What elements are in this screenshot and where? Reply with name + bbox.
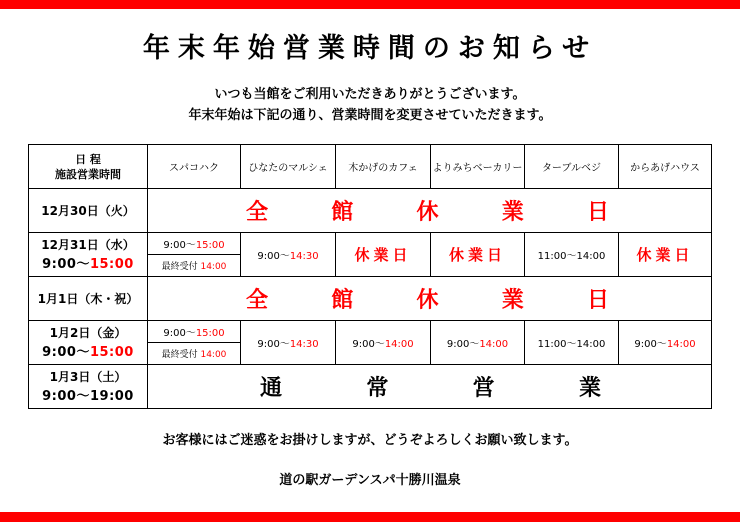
table-row-1231	[29, 233, 712, 255]
table-row-0101	[29, 277, 712, 321]
column-header-marche: ひなたのマルシェ	[241, 145, 336, 189]
facility-hours: 9:00～19:00	[42, 388, 134, 404]
normal-char: 常	[366, 376, 389, 401]
closed-char: 日	[586, 200, 609, 225]
date-cell: 1月1日（木・祝）	[29, 277, 148, 321]
header-corner	[29, 145, 148, 189]
table-row-0103	[29, 365, 712, 409]
header-row	[29, 145, 712, 189]
marche-hours: 9:00～14:30	[241, 233, 336, 277]
closed-char: 館	[331, 288, 354, 313]
table-row-1230	[29, 189, 712, 233]
closed-char: 業	[501, 288, 524, 313]
date-label: 12月31日（水）	[41, 237, 135, 252]
top-red-bar	[0, 0, 740, 9]
normal-char: 通	[260, 376, 283, 401]
all-closed-cell	[148, 189, 712, 233]
spa-last-entry: 最終受付 14:00	[148, 255, 241, 277]
date-cell	[29, 365, 148, 409]
table-row-0102	[29, 321, 712, 343]
header-date-label: 日 程	[75, 152, 101, 166]
vege-hours: 11:00～14:00	[525, 321, 619, 365]
karaage-hours: 9:00～14:00	[619, 321, 712, 365]
karaage-closed: 休業日	[619, 233, 712, 277]
date-cell: 12月30日（火）	[29, 189, 148, 233]
facility-hours: 9:00～15:00	[42, 344, 134, 360]
column-header-spa: スパコハク	[148, 145, 241, 189]
column-header-bakery: よりみちベーカリー	[431, 145, 525, 189]
date-label: 1月3日（土）	[49, 369, 127, 384]
intro-text	[0, 84, 740, 126]
bakery-closed: 休業日	[431, 233, 525, 277]
intro-line-1: いつも当館をご利用いただきありがとうございます。	[214, 87, 526, 102]
closed-char: 全	[246, 200, 269, 225]
all-closed-cell	[148, 277, 712, 321]
closed-char: 日	[586, 288, 609, 313]
column-header-vege: ターブルベジ	[525, 145, 619, 189]
marche-hours: 9:00～14:30	[241, 321, 336, 365]
intro-line-2: 年末年始は下記の通り、営業時間を変更させていただきます。	[188, 108, 552, 123]
closed-char: 休	[416, 288, 439, 313]
facility-hours: 9:00～15:00	[42, 256, 134, 272]
date-label: 1月2日（金）	[49, 325, 127, 340]
closing-message: お客様にはご迷惑をお掛けしますが、どうぞよろしくお願い致します。	[162, 433, 578, 448]
normal-char: 業	[578, 376, 601, 401]
closed-char: 休	[416, 200, 439, 225]
date-cell	[29, 321, 148, 365]
closed-char: 業	[501, 200, 524, 225]
date-cell	[29, 233, 148, 277]
page-title: 年末年始営業時間のお知らせ	[142, 33, 598, 64]
closed-char: 全	[246, 288, 269, 313]
spa-hours: 9:00～15:00	[148, 233, 241, 255]
station-name: 道の駅ガーデンスパ十勝川温泉	[279, 473, 461, 488]
vege-hours: 11:00～14:00	[525, 233, 619, 277]
schedule-table	[28, 144, 712, 409]
column-header-karaage: からあげハウス	[619, 145, 712, 189]
cafe-hours: 9:00～14:00	[336, 321, 431, 365]
normal-char: 営	[472, 376, 495, 401]
bakery-hours: 9:00～14:00	[431, 321, 525, 365]
column-header-cafe: 木かげのカフェ	[336, 145, 431, 189]
bottom-red-bar	[0, 512, 740, 522]
spa-last-entry: 最終受付 14:00	[148, 343, 241, 365]
closed-char: 館	[331, 200, 354, 225]
header-hours-label: 施設営業時間	[55, 167, 121, 181]
cafe-closed: 休業日	[336, 233, 431, 277]
spa-hours: 9:00～15:00	[148, 321, 241, 343]
normal-hours-cell	[148, 365, 712, 409]
